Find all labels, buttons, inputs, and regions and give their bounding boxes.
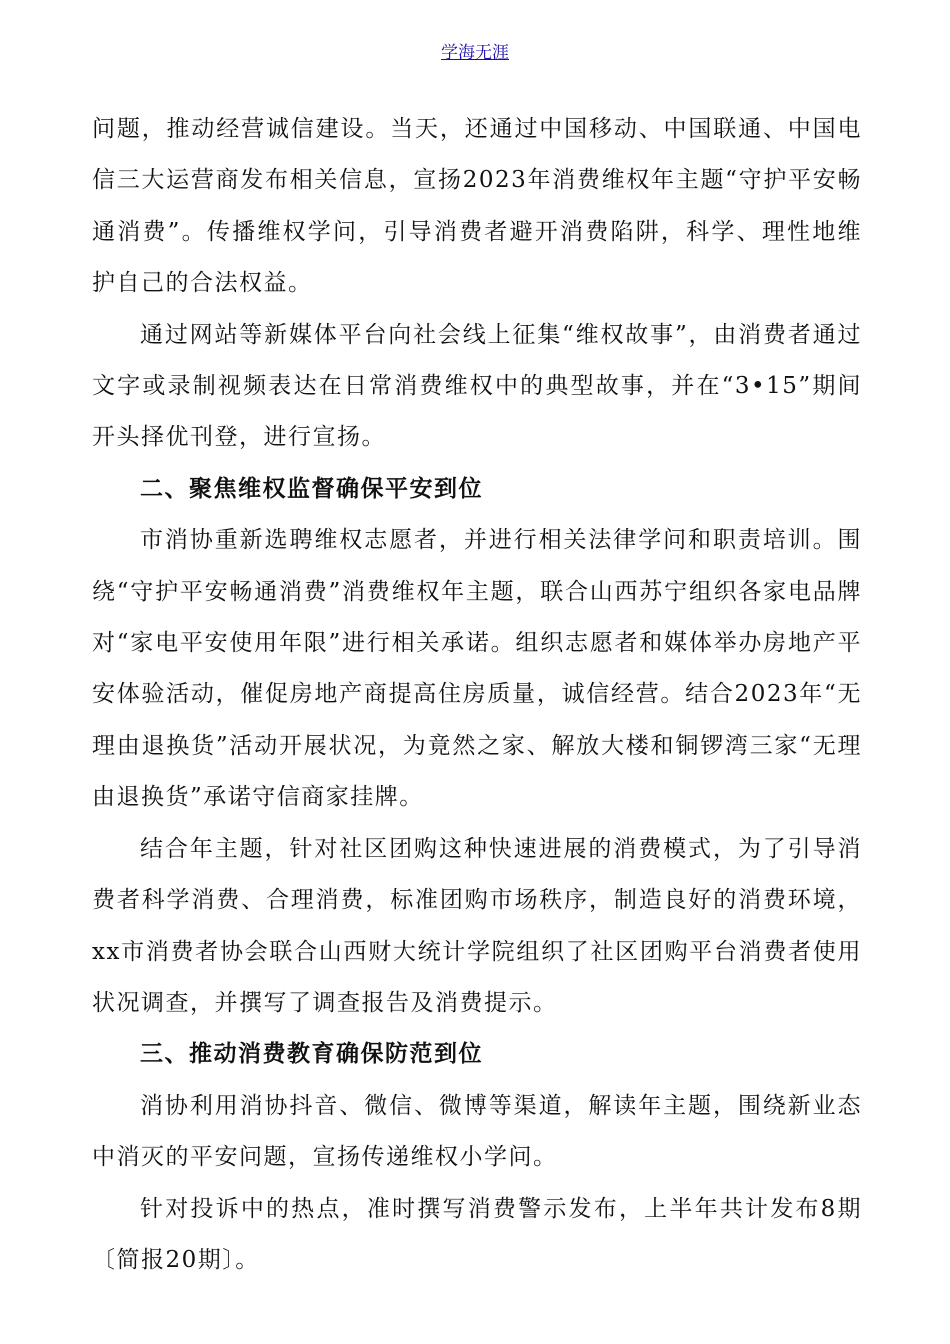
paragraph-4: 结合年主题，针对社区团购这种快速进展的消费模式，为了引导消费者科学消费、合理消费，标准团购市场秩序，制造良好的消费环境，xx市消费者协会联合山西财大统计学院组织了社区团购平台消费者使用状况调查，并撰写了调查报告及消费提示。 xyxy=(92,835,862,1016)
document-body xyxy=(92,104,862,1286)
paragraph-6: 针对投诉中的热点，准时撰写消费警示发布，上半年共计发布8期〔简报20期〕。 xyxy=(92,1195,862,1273)
section-heading-3: 三、推动消费教育确保防范到位 xyxy=(140,1041,483,1068)
paragraph-1: 问题，推动经营诚信建设。当天，还通过中国移动、中国联通、中国电信三大运营商发布相关信息，宣扬2023年消费维权年主题“守护平安畅通消费”。传播维权学问，引导消费者避开消费陷阱，科学、理性地维护自己的合法权益。 xyxy=(92,116,862,297)
paragraph-2: 通过网站等新媒体平台向社会线上征集“维权故事”，由消费者通过文字或录制视频表达在日常消费维权中的典型故事，并在“3•15”期间开头择优刊登，进行宣扬。 xyxy=(92,321,862,451)
header-link[interactable]: 学海无涯 xyxy=(441,43,509,63)
section-heading-2: 二、聚焦维权监督确保平安到位 xyxy=(140,475,483,502)
paragraph-5: 消协利用消协抖音、微信、微博等渠道，解读年主题，围绕新业态中消灭的平安问题，宣扬传递维权小学问。 xyxy=(92,1092,862,1171)
paragraph-3: 市消协重新选聘维权志愿者，并进行相关法律学问和职责培训。围绕“守护平安畅通消费”消费维权年主题，联合山西苏宁组织各家电品牌对“家电平安使用年限”进行相关承诺。组织志愿者和媒体举办房地产平安体验活动，催促房地产商提高住房质量，诚信经营。结合2023年“无理由退换货”活动开展状况，为竟然之家、解放大楼和铜锣湾三家“无理由退换货”承诺守信商家挂牌。 xyxy=(92,527,862,811)
